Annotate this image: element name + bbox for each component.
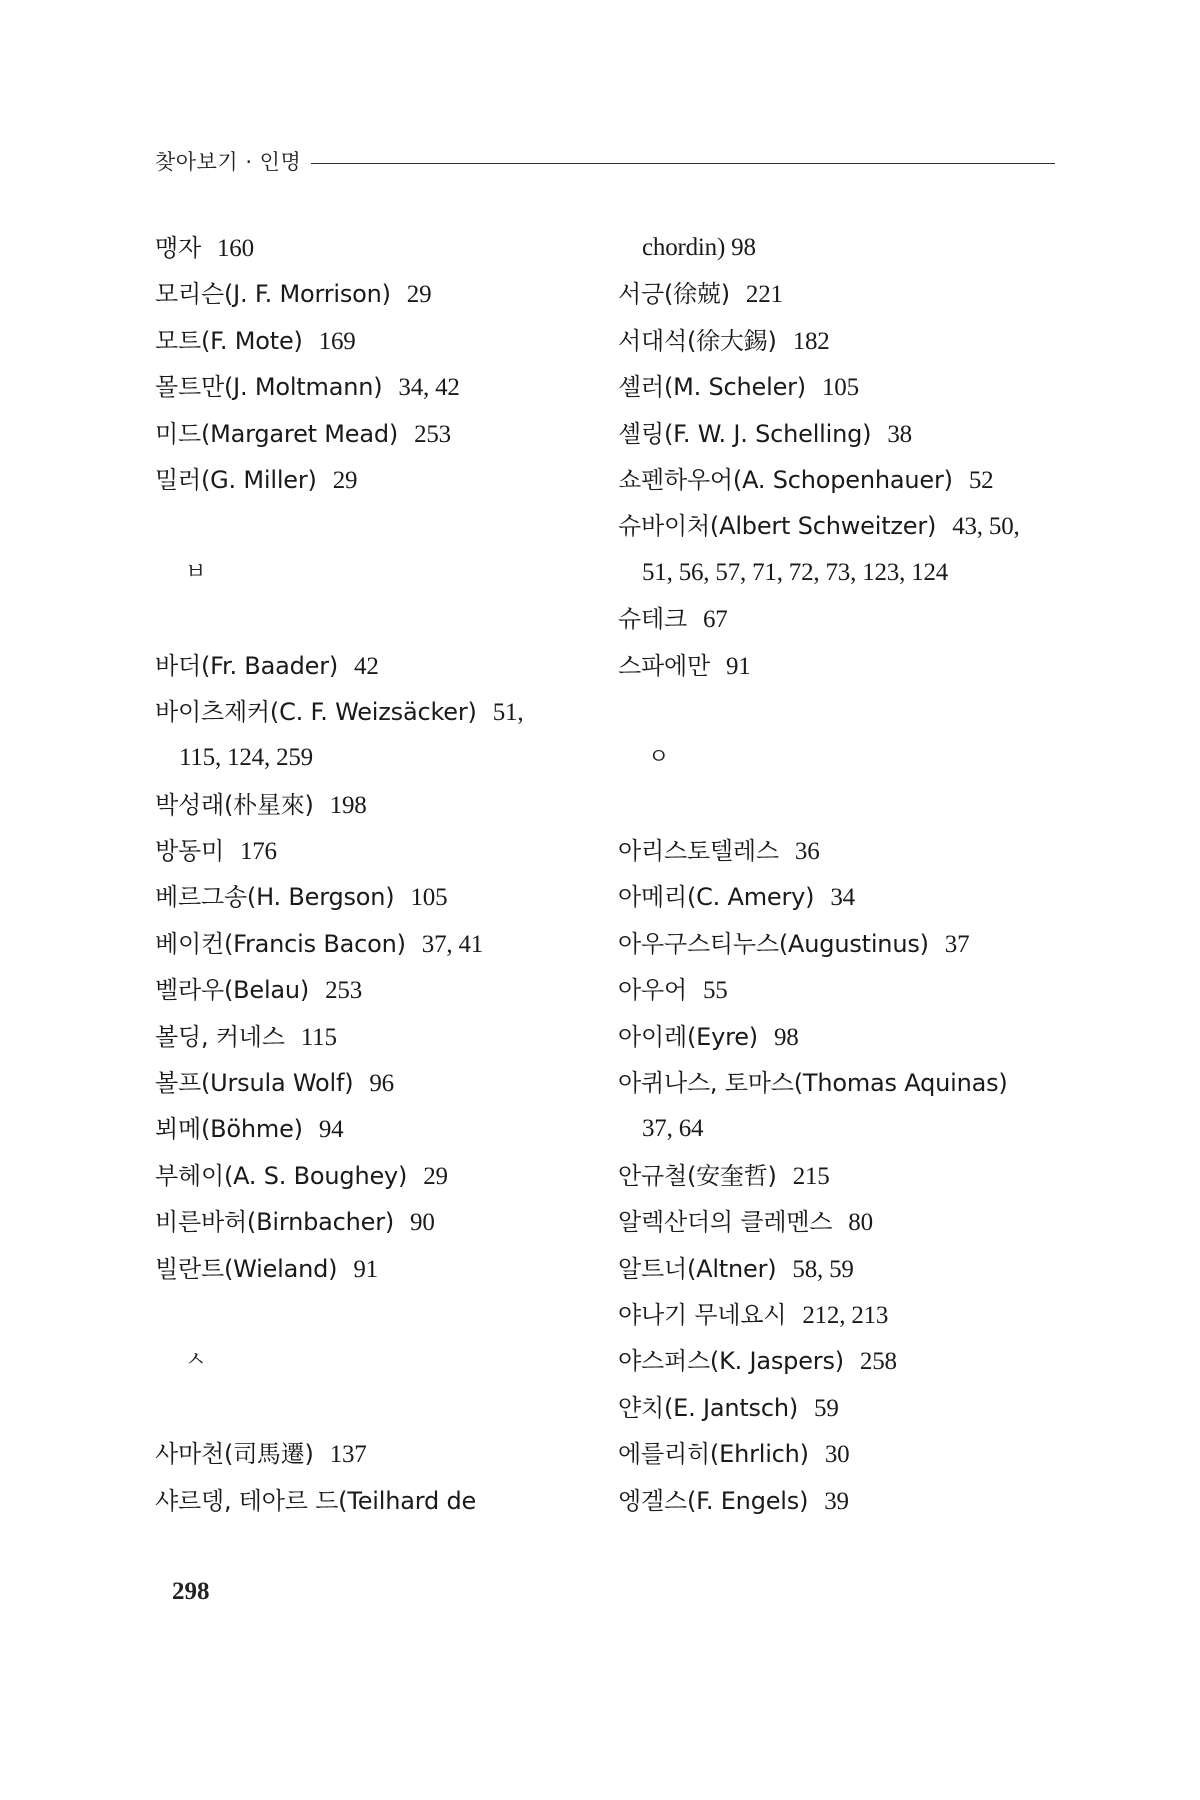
index-entry bbox=[618, 1153, 1068, 1199]
spacer bbox=[618, 689, 1068, 735]
page-number: 298 bbox=[172, 1578, 210, 1605]
index-entry bbox=[155, 689, 595, 735]
entry-pages: 105 bbox=[410, 884, 448, 912]
entry-name: 알트너(Altner) bbox=[618, 1254, 777, 1283]
spacer bbox=[618, 782, 1068, 828]
entry-name: 스파에만 bbox=[618, 651, 710, 680]
entry-pages: 258 bbox=[859, 1348, 897, 1376]
entry-pages: 137 bbox=[329, 1441, 367, 1469]
entry-pages: 29 bbox=[332, 466, 358, 494]
section-heading: ㅅ bbox=[185, 1348, 207, 1374]
entry-pages: 212, 213 bbox=[802, 1301, 889, 1329]
index-entry-continuation: 51, 56, 57, 71, 72, 73, 123, 124 bbox=[642, 558, 949, 586]
entry-name: 몰트만(J. Moltmann) bbox=[155, 373, 383, 402]
entry-pages: 80 bbox=[848, 1209, 873, 1237]
spacer bbox=[155, 503, 595, 549]
entry-pages: 59 bbox=[814, 1394, 839, 1422]
entry-pages: 29 bbox=[423, 1162, 448, 1190]
entry-pages: 94 bbox=[318, 1116, 344, 1144]
index-entry bbox=[618, 1292, 1068, 1338]
index-entry bbox=[155, 782, 595, 828]
entry-pages: 215 bbox=[792, 1162, 830, 1190]
entry-name: 베르그송(H. Bergson) bbox=[155, 883, 395, 912]
entry-pages: 253 bbox=[325, 977, 363, 1005]
index-entry bbox=[618, 1431, 1068, 1477]
entry-name: 서긍(徐兢) bbox=[618, 280, 730, 309]
entry-pages: 42 bbox=[354, 652, 379, 680]
entry-pages: 182 bbox=[792, 327, 830, 355]
spacer bbox=[155, 1292, 595, 1338]
entry-name: 서대석(徐大錫) bbox=[618, 326, 777, 355]
entry-name: 셸링(F. W. J. Schelling) bbox=[618, 419, 872, 448]
index-entry bbox=[618, 318, 1068, 364]
index-entry bbox=[155, 921, 595, 967]
entry-pages: 169 bbox=[318, 327, 356, 355]
index-entry bbox=[618, 596, 1068, 642]
index-entry bbox=[618, 643, 1068, 689]
index-entry bbox=[155, 967, 595, 1013]
index-entry bbox=[618, 1478, 1068, 1524]
entry-name: 박성래(朴星來) bbox=[155, 790, 314, 819]
entry-pages: 55 bbox=[702, 977, 728, 1005]
index-entry bbox=[155, 225, 595, 271]
entry-name: 아퀴나스, 토마스(Thomas Aquinas) bbox=[618, 1069, 1008, 1098]
index-column-right bbox=[618, 225, 1068, 1524]
entry-name: 벨라우(Belau) bbox=[155, 976, 310, 1005]
index-entry bbox=[618, 1060, 1068, 1106]
index-entry bbox=[155, 828, 595, 874]
entry-name: 뵈메(Böhme) bbox=[155, 1115, 303, 1144]
index-entry bbox=[618, 1385, 1068, 1431]
entry-name: 샤르뎅, 테아르 드(Teilhard de bbox=[155, 1486, 477, 1515]
entry-name: 바더(Fr. Baader) bbox=[155, 651, 339, 680]
index-entry bbox=[155, 1060, 595, 1106]
entry-pages: 38 bbox=[887, 420, 912, 448]
entry-pages: 91 bbox=[353, 1255, 378, 1283]
entry-name: 바이츠제커(C. F. Weizsäcker) bbox=[155, 697, 477, 726]
entry-name: 얀치(E. Jantsch) bbox=[618, 1393, 799, 1422]
entry-pages: 67 bbox=[702, 606, 728, 634]
entry-name: 빌란트(Wieland) bbox=[155, 1254, 338, 1283]
entry-name: 알렉산더의 클레멘스 bbox=[618, 1208, 833, 1237]
entry-name: 셸러(M. Scheler) bbox=[618, 373, 806, 402]
entry-pages: 34 bbox=[830, 884, 855, 912]
index-entry bbox=[155, 643, 595, 689]
entry-name: 아이레(Eyre) bbox=[618, 1022, 758, 1051]
index-entry bbox=[155, 271, 595, 317]
entry-name: 야스퍼스(K. Jaspers) bbox=[618, 1347, 844, 1376]
index-entry-continuation: 115, 124, 259 bbox=[179, 744, 313, 772]
entry-name: 쇼펜하우어(A. Schopenhauer) bbox=[618, 465, 953, 494]
index-entry bbox=[618, 1338, 1068, 1384]
entry-pages: 30 bbox=[824, 1441, 850, 1469]
entry-name: 모트(F. Mote) bbox=[155, 326, 303, 355]
index-entry bbox=[155, 1153, 595, 1199]
entry-pages: 51, bbox=[492, 698, 524, 726]
entry-pages: 91 bbox=[725, 652, 751, 680]
index-column-left bbox=[155, 225, 595, 1524]
index-entry bbox=[618, 828, 1068, 874]
entry-pages: 253 bbox=[414, 420, 451, 448]
entry-pages: 58, 59 bbox=[792, 1255, 854, 1283]
index-entry bbox=[618, 1199, 1068, 1245]
entry-name: 에를리히(Ehrlich) bbox=[618, 1440, 809, 1469]
entry-pages: 52 bbox=[968, 466, 994, 494]
index-entry bbox=[155, 318, 595, 364]
spacer bbox=[155, 1385, 595, 1431]
index-entry bbox=[618, 364, 1068, 410]
entry-pages: 34, 42 bbox=[398, 374, 460, 402]
entry-name: 슈바이처(Albert Schweitzer) bbox=[618, 512, 937, 541]
index-entry bbox=[618, 967, 1068, 1013]
entry-pages: 39 bbox=[824, 1487, 849, 1515]
entry-name: 슈테크 bbox=[618, 605, 687, 634]
spacer bbox=[155, 596, 595, 642]
index-entry-continuation: chordin) 98 bbox=[642, 234, 756, 261]
index-entry bbox=[155, 411, 595, 457]
running-header bbox=[155, 143, 1055, 179]
entry-pages: 98 bbox=[773, 1023, 799, 1051]
header-rule bbox=[311, 163, 1055, 164]
entry-name: 볼딩, 커네스 bbox=[155, 1022, 285, 1051]
index-entry bbox=[618, 874, 1068, 920]
index-entry bbox=[155, 1014, 595, 1060]
entry-pages: 37 bbox=[944, 930, 970, 958]
index-entry bbox=[618, 271, 1068, 317]
index-entry bbox=[155, 1431, 595, 1477]
entry-name: 모리슨(J. F. Morrison) bbox=[155, 280, 391, 309]
entry-pages: 29 bbox=[406, 281, 432, 309]
index-entry bbox=[155, 1106, 595, 1152]
entry-pages: 43, 50, bbox=[952, 513, 1020, 541]
entry-name: 아우구스티누스(Augustinus) bbox=[618, 929, 929, 958]
entry-name: 부헤이(A. S. Boughey) bbox=[155, 1161, 408, 1190]
entry-pages: 198 bbox=[329, 791, 367, 819]
index-entry-continuation: 37, 64 bbox=[642, 1115, 704, 1143]
entry-name: 미드(Margaret Mead) bbox=[155, 419, 399, 448]
index-entry bbox=[155, 457, 595, 503]
section-heading: ㅂ bbox=[185, 559, 207, 585]
entry-pages: 96 bbox=[369, 1070, 394, 1098]
entry-name: 사마천(司馬遷) bbox=[155, 1440, 314, 1469]
entry-name: 맹자 bbox=[155, 234, 201, 262]
entry-name: 안규철(安奎哲) bbox=[618, 1161, 777, 1190]
entry-pages: 37, 41 bbox=[421, 930, 484, 958]
entry-pages: 221 bbox=[745, 281, 783, 309]
entry-pages: 36 bbox=[794, 838, 820, 866]
index-entry bbox=[618, 921, 1068, 967]
entry-name: 아리스토텔레스 bbox=[618, 837, 779, 866]
entry-name: 비른바허(Birnbacher) bbox=[155, 1208, 395, 1237]
index-entry bbox=[618, 457, 1068, 503]
index-entry bbox=[155, 874, 595, 920]
entry-name: 밀러(G. Miller) bbox=[155, 465, 317, 494]
index-entry bbox=[155, 1199, 595, 1245]
entry-name: 방동미 bbox=[155, 837, 224, 866]
section-heading: ㅇ bbox=[648, 745, 670, 771]
index-entry bbox=[155, 1246, 595, 1292]
index-entry bbox=[618, 503, 1068, 549]
index-entry bbox=[618, 1014, 1068, 1060]
entry-name: 베이컨(Francis Bacon) bbox=[155, 929, 406, 958]
entry-pages: 115 bbox=[300, 1023, 337, 1051]
entry-name: 볼프(Ursula Wolf) bbox=[155, 1069, 354, 1098]
entry-pages: 105 bbox=[821, 374, 859, 402]
index-entry bbox=[618, 411, 1068, 457]
header-title: 찾아보기 · 인명 bbox=[155, 150, 302, 174]
entry-name: 아우어 bbox=[618, 976, 687, 1005]
entry-name: 야나기 무네요시 bbox=[618, 1300, 787, 1329]
entry-pages: 160 bbox=[216, 235, 254, 262]
index-entry bbox=[618, 1246, 1068, 1292]
entry-name: 아메리(C. Amery) bbox=[618, 883, 815, 912]
entry-name: 엥겔스(F. Engels) bbox=[618, 1486, 809, 1515]
entry-pages: 90 bbox=[410, 1209, 435, 1237]
index-entry bbox=[155, 364, 595, 410]
index-entry bbox=[155, 1478, 595, 1524]
entry-pages: 176 bbox=[239, 838, 277, 866]
